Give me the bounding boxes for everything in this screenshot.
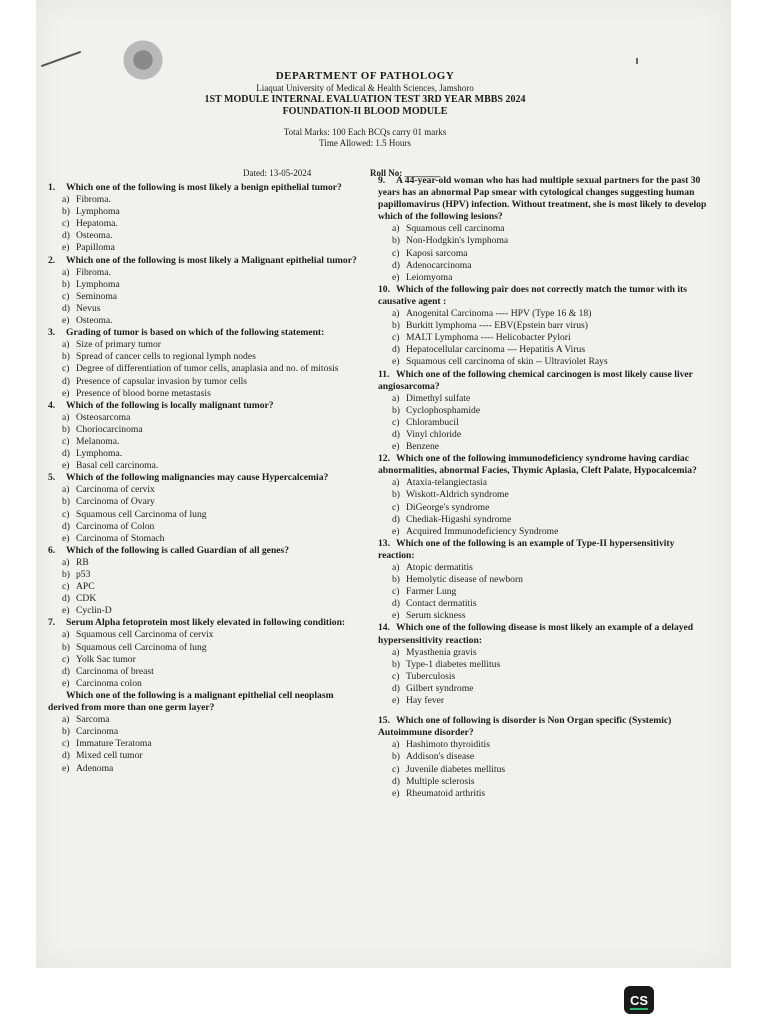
option-text: Non-Hodgkin's lymphoma (406, 235, 509, 247)
option-text: Squamous cell carcinoma of skin -- Ultraviolet Rays (406, 356, 608, 368)
answer-option (48, 303, 358, 315)
answer-option (48, 291, 358, 303)
answer-option (378, 764, 708, 776)
option-letter: a) (62, 411, 70, 423)
option-letter: b) (62, 206, 70, 218)
answer-option (378, 393, 708, 405)
option-text: Myasthenia gravis (406, 646, 477, 658)
answer-option (378, 751, 708, 763)
question-stem (378, 715, 708, 739)
exam-header (150, 70, 580, 148)
option-letter: d) (62, 375, 70, 387)
camscanner-badge: CS (624, 986, 654, 1014)
answer-option (378, 332, 708, 344)
option-text: Gilbert syndrome (406, 682, 474, 694)
option-letter: b) (392, 489, 400, 501)
option-letter: d) (62, 520, 70, 532)
option-letter: e) (62, 677, 70, 689)
option-letter: a) (392, 223, 400, 235)
option-letter: d) (62, 448, 70, 460)
option-text: Sarcoma (76, 714, 110, 726)
answer-option (48, 642, 358, 654)
option-letter: d) (392, 428, 400, 440)
option-letter: b) (392, 320, 400, 332)
option-letter: c) (392, 332, 400, 344)
question-stem (48, 400, 358, 412)
option-text: Dimethyl sulfate (406, 392, 471, 404)
answer-option (48, 533, 358, 545)
option-letter: a) (62, 266, 70, 278)
question-stem (48, 545, 358, 557)
option-text: Kaposi sarcoma (406, 247, 468, 259)
option-letter: c) (392, 586, 400, 598)
option-text: Cyclophosphamide (406, 404, 481, 416)
question-stem (48, 472, 358, 484)
option-text: Anogenital Carcinoma ---- HPV (Type 16 & 18) (406, 308, 592, 320)
question-text: Which of the following is locally malignant tumor? (66, 399, 274, 411)
question-text: Which of the following malignancies may cause Hypercalcemia? (66, 472, 329, 484)
answer-option (48, 424, 358, 436)
option-letter: e) (392, 787, 400, 799)
option-text: Squamous cell Carcinoma of cervix (76, 629, 214, 641)
option-letter: a) (62, 629, 70, 641)
time-allowed: Time Allowed: 1.5 Hours (319, 138, 411, 148)
answer-option (48, 218, 358, 230)
university-name: Liaquat University of Medical & Health Sciences, Jamshoro (256, 83, 474, 93)
option-letter: a) (392, 477, 400, 489)
question-3 (48, 327, 358, 400)
option-text: Squamous cell Carcinoma of lung (76, 641, 207, 653)
answer-option (378, 788, 708, 800)
option-text: Nevus (76, 302, 101, 314)
question-15 (378, 715, 708, 800)
answer-option (378, 477, 708, 489)
option-letter: c) (62, 435, 70, 447)
option-letter: b) (62, 351, 70, 363)
question-10 (378, 284, 708, 369)
option-letter: b) (62, 278, 70, 290)
question-number: 12. (378, 453, 390, 465)
option-text: Osteoma. (76, 230, 113, 242)
option-letter: c) (62, 581, 70, 593)
question-5 (48, 472, 358, 545)
option-letter: e) (62, 315, 70, 327)
option-text: Contact dermatitis (406, 598, 477, 610)
question-number: 13. (378, 537, 390, 549)
option-letter: b) (62, 496, 70, 508)
option-text: Tuberculosis (406, 670, 456, 682)
answer-option (48, 763, 358, 775)
answer-option (48, 339, 358, 351)
answer-option (378, 489, 708, 501)
question-text: Which one of the following is an example of Type-II hypersensitivity reaction: (378, 537, 675, 561)
answer-option (378, 320, 708, 332)
question-number: 1. (48, 182, 56, 193)
answer-option (48, 521, 358, 533)
paper-speck (636, 58, 638, 64)
answer-option (48, 388, 358, 400)
option-letter: c) (392, 763, 400, 775)
answer-option (378, 574, 708, 586)
question-14 (378, 622, 708, 707)
option-letter: b) (392, 658, 400, 670)
answer-option (48, 460, 358, 472)
option-letter: a) (392, 562, 400, 573)
option-letter: b) (62, 641, 70, 653)
answer-option (48, 496, 358, 508)
option-text: Lymphoma (76, 206, 120, 218)
question-text: A 44-year-old woman who has had multiple sexual partners for the past 30 years has an abnormal Pap smear with cytological changes suggesting human papillomavirus (HPV) infection. Without treatment, she is most likely to develop which of the following lesions? (378, 175, 707, 223)
option-text: Melanoma. (76, 435, 120, 447)
total-marks: Total Marks: 100 Each BCQs carry 01 marks (283, 127, 447, 137)
answer-option (48, 714, 358, 726)
question-number: 4. (48, 399, 56, 411)
question-number: 10. (378, 283, 390, 295)
option-letter: d) (62, 750, 70, 762)
option-text: APC (76, 581, 95, 593)
question-text: Which one of the following is most likely a benign epithelial tumor? (66, 182, 342, 193)
answer-option (48, 678, 358, 690)
answer-option (48, 194, 358, 206)
option-letter: c) (392, 247, 400, 259)
question-number: 6. (48, 544, 56, 556)
option-text: Fibroma. (76, 266, 111, 278)
option-letter: a) (62, 714, 70, 726)
option-text: Carcinoma of Stomach (76, 532, 165, 544)
option-letter: d) (62, 302, 70, 314)
answer-option (48, 581, 358, 593)
option-text: Carcinoma colon (76, 677, 142, 689)
option-letter: b) (392, 751, 400, 763)
answer-option (378, 739, 708, 751)
option-text: Osteosarcoma (76, 411, 131, 423)
option-letter: c) (392, 416, 400, 428)
answer-option (48, 484, 358, 496)
answer-option (48, 230, 358, 242)
answer-option (378, 405, 708, 417)
option-text: Carcinoma of Colon (76, 520, 155, 532)
option-letter: a) (62, 339, 70, 351)
department-title: DEPARTMENT OF PATHOLOGY (275, 70, 455, 82)
question-1 (48, 182, 358, 255)
option-letter: e) (392, 610, 400, 622)
answer-option (378, 598, 708, 610)
option-letter: e) (62, 762, 70, 774)
answer-option (378, 235, 708, 247)
option-text: Lymphoma (76, 278, 120, 290)
option-letter: e) (62, 242, 70, 254)
option-text: Adenocarcinoma (406, 259, 472, 271)
right-question-column (378, 175, 708, 800)
option-text: Burkitt lymphoma ---- EBV(Epstein barr virus) (406, 320, 588, 332)
question-number: 5. (48, 472, 56, 484)
answer-option (48, 363, 358, 375)
option-text: RB (76, 556, 89, 568)
answer-option (378, 586, 708, 598)
question-stem (48, 327, 358, 339)
option-letter: d) (392, 344, 400, 356)
option-text: Osteoma. (76, 315, 113, 327)
option-text: Squamous cell Carcinoma of lung (76, 508, 207, 520)
answer-option (48, 412, 358, 424)
option-letter: b) (62, 726, 70, 738)
option-text: Chediak-Higashi syndrome (406, 513, 512, 525)
option-text: Carcinoma (76, 726, 119, 738)
option-text: Addison's disease (406, 751, 475, 763)
answer-option (48, 605, 358, 617)
option-text: Immature Teratoma (76, 738, 152, 750)
question-text: Which one of the following chemical carcinogen is most likely cause liver angiosarcoma? (378, 368, 693, 392)
option-letter: a) (62, 556, 70, 568)
question-number: 14. (378, 622, 390, 634)
option-text: Yolk Sac tumor (76, 653, 136, 665)
answer-option (48, 351, 358, 363)
question-stem (378, 538, 708, 562)
answer-option (378, 502, 708, 514)
option-text: Hepatocellular carcinoma --- Hepatitis A Virus (406, 344, 586, 356)
option-text: Seminoma (76, 290, 118, 302)
question-stem (378, 622, 708, 646)
option-letter: e) (62, 605, 70, 617)
answer-option (378, 647, 708, 659)
option-letter: e) (62, 532, 70, 544)
roll-number: Roll No: ________ (370, 168, 441, 178)
question-text: Which one of the following is a malignant epithelial cell neoplasm derived from more than one germ layer? (48, 689, 334, 714)
answer-option (48, 750, 358, 762)
option-letter: d) (392, 259, 400, 271)
question-number: 2. (48, 254, 56, 266)
answer-option (48, 279, 358, 291)
option-text: Size of primary tumor (76, 339, 161, 351)
option-text: Juvenile diabetes mellitus (406, 763, 506, 775)
answer-option (48, 509, 358, 521)
answer-option (378, 683, 708, 695)
option-letter: a) (392, 392, 400, 404)
option-text: Lymphoma. (76, 448, 123, 460)
option-letter: d) (62, 593, 70, 605)
test-title: 1ST MODULE INTERNAL EVALUATION TEST 3RD YEAR MBBS 2024 (204, 94, 526, 105)
option-text: Carcinoma of cervix (76, 484, 155, 496)
option-text: Serum sickness (406, 610, 466, 622)
option-letter: e) (62, 387, 70, 399)
question-stem (48, 690, 358, 714)
option-text: Ataxia-telangiectasia (406, 477, 487, 489)
question-spacer (378, 707, 708, 715)
option-text: Carcinoma of breast (76, 665, 154, 677)
answer-option (378, 356, 708, 368)
answer-option (378, 260, 708, 272)
question-number: 11. (378, 368, 390, 380)
question-number: 7. (48, 617, 56, 629)
option-text: Farmer Lung (406, 586, 457, 598)
question-text: Which of the following pair does not correctly match the tumor with its causative agent : (378, 283, 687, 307)
option-letter: d) (62, 665, 70, 677)
option-letter: e) (392, 525, 400, 537)
answer-option (378, 776, 708, 788)
module-title: FOUNDATION-II BLOOD MODULE (282, 106, 448, 117)
option-text: Cyclin-D (76, 605, 112, 617)
option-letter: d) (392, 513, 400, 525)
question-stem (48, 617, 358, 629)
exam-date: Dated: 13-05-2024 (243, 168, 312, 178)
answer-option (48, 629, 358, 641)
option-text: DiGeorge's syndrome (406, 501, 490, 513)
answer-option (378, 514, 708, 526)
question-text: Which one of the following disease is most likely an example of a delayed hypersensitivity reaction: (378, 622, 694, 646)
option-text: Squamous cell carcinoma (406, 223, 505, 235)
answer-option (378, 526, 708, 538)
question-number: 9. (378, 175, 386, 186)
answer-option (378, 659, 708, 671)
option-letter: d) (392, 598, 400, 610)
question-12 (378, 453, 708, 538)
answer-option (378, 610, 708, 622)
answer-option (378, 308, 708, 320)
answer-option (48, 557, 358, 569)
answer-option (378, 223, 708, 235)
option-text: Adenoma (76, 762, 114, 774)
option-text: Basal cell carcinoma. (76, 460, 159, 472)
option-letter: b) (62, 423, 70, 435)
question-text: Which one of the following is most likely a Malignant epithelial tumor? (66, 254, 357, 266)
option-text: Presence of capsular invasion by tumor cells (76, 375, 248, 387)
option-text: MALT Lymphoma ---- Helicobacter Pylori (406, 332, 571, 344)
question-number: 15. (378, 715, 390, 727)
question-13 (378, 538, 708, 623)
answer-option (378, 344, 708, 356)
answer-option (378, 429, 708, 441)
option-letter: a) (62, 194, 70, 206)
option-text: Leiomyoma (406, 271, 453, 283)
option-text: Papilloma (76, 242, 115, 254)
question-text: Which one of following is disorder is Non Organ specific (Systemic) Autoimmune disorder? (378, 715, 672, 739)
question-text: Serum Alpha fetoprotein most likely elevated in following condition: (66, 617, 346, 629)
option-text: CDK (76, 593, 97, 605)
option-letter: a) (62, 484, 70, 496)
option-letter: c) (62, 218, 70, 230)
option-text: Carcinoma of Ovary (76, 496, 155, 508)
answer-option (378, 272, 708, 284)
question-unnumbered (48, 690, 358, 775)
option-letter: c) (62, 363, 70, 375)
question-6 (48, 545, 358, 618)
question-2 (48, 255, 358, 328)
option-letter: c) (62, 738, 70, 750)
left-question-column (48, 182, 358, 775)
answer-option (378, 562, 708, 574)
option-letter: b) (392, 404, 400, 416)
answer-option (48, 654, 358, 666)
option-text: Mixed cell tumor (76, 750, 143, 762)
option-text: Hashimoto thyroiditis (406, 739, 490, 751)
option-text: Multiple sclerosis (406, 775, 475, 787)
option-letter: c) (62, 508, 70, 520)
option-letter: e) (392, 356, 400, 368)
answer-option (48, 206, 358, 218)
answer-option (48, 242, 358, 254)
question-text: Which one of the following immunodeficiency syndrome having cardiac abnormalities, abnormal Facies, Thymic Aplasia, Cleft Palate, Hypocalcemia? (378, 453, 697, 477)
option-text: Vinyl chloride (406, 428, 462, 440)
option-letter: c) (392, 501, 400, 513)
question-number: 3. (48, 327, 56, 339)
question-text: Grading of tumor is based on which of the following statement: (66, 327, 325, 339)
option-letter: d) (62, 230, 70, 242)
answer-option (48, 738, 358, 750)
option-text: Hay fever (406, 695, 445, 707)
option-letter: e) (392, 695, 400, 707)
option-letter: d) (392, 682, 400, 694)
question-4 (48, 400, 358, 473)
option-text: Rheumatoid arthritis (406, 787, 486, 799)
answer-option (378, 417, 708, 429)
question-7 (48, 617, 358, 690)
question-stem (378, 284, 708, 308)
option-text: Choriocarcinoma (76, 423, 143, 435)
option-text: Benzene (406, 441, 440, 453)
answer-option (48, 666, 358, 678)
option-text: Spread of cancer cells to regional lymph nodes (76, 351, 256, 363)
question-stem (378, 453, 708, 477)
option-text: Wiskott-Aldrich syndrome (406, 489, 509, 501)
option-text: Chlorambucil (406, 416, 459, 428)
question-stem (378, 175, 708, 223)
option-letter: b) (392, 574, 400, 586)
option-letter: b) (392, 235, 400, 247)
answer-option (48, 593, 358, 605)
option-letter: c) (62, 653, 70, 665)
option-letter: e) (392, 271, 400, 283)
option-letter: b) (62, 569, 70, 580)
option-text: Degree of differentiation of tumor cells, anaplasia and no. of mitosis (76, 363, 339, 375)
question-stem (48, 182, 358, 194)
question-text: Which of the following is called Guardian of all genes? (66, 544, 290, 556)
answer-option (378, 441, 708, 453)
option-text: Type-1 diabetes mellitus (406, 658, 501, 670)
option-letter: a) (392, 739, 400, 751)
answer-option (48, 448, 358, 460)
question-9 (378, 175, 708, 284)
option-letter: d) (392, 775, 400, 787)
option-letter: a) (392, 308, 400, 320)
option-letter: e) (392, 441, 400, 453)
option-text: Atopic dermatitis (406, 562, 473, 573)
answer-option (378, 248, 708, 260)
option-text: Hemolytic disease of newborn (406, 574, 523, 586)
option-text: Fibroma. (76, 194, 111, 206)
option-letter: c) (62, 290, 70, 302)
answer-option (378, 695, 708, 707)
answer-option (48, 315, 358, 327)
answer-option (48, 726, 358, 738)
question-11 (378, 369, 708, 454)
answer-option (48, 569, 358, 581)
option-text: p53 (76, 569, 91, 580)
option-text: Acquired Immunodeficiency Syndrome (406, 525, 559, 537)
option-text: Hepatoma. (76, 218, 118, 230)
answer-option (48, 436, 358, 448)
question-stem (48, 255, 358, 267)
option-letter: a) (392, 646, 400, 658)
option-letter: c) (392, 670, 400, 682)
option-text: Presence of blood borne metastasis (76, 387, 211, 399)
answer-option (48, 267, 358, 279)
option-letter: e) (62, 460, 70, 472)
answer-option (378, 671, 708, 683)
answer-option (48, 376, 358, 388)
question-stem (378, 369, 708, 393)
